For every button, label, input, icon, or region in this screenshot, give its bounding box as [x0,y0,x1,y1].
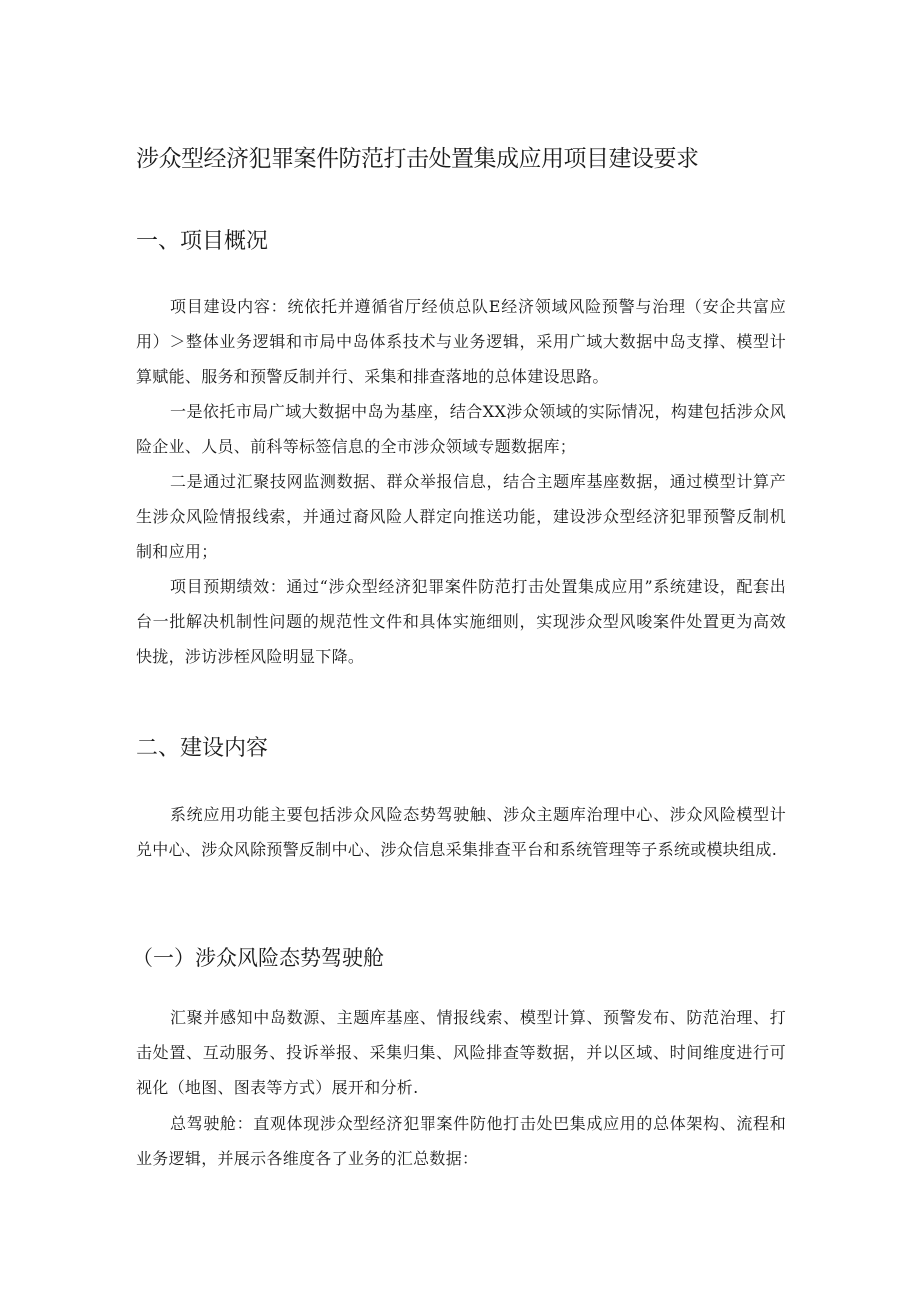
section-heading-construction: 二、建设内容 [136,736,269,761]
paragraph-system-functions: 系统应用功能主要包括涉众风险态势驾驶触、涉众主题库治理中心、涉众风险模型计兑中心、涉众风除预警反制中心、涉众信息采集排查平台和系统管理等子系统或模块组成. [136,805,786,859]
paragraph-point-two: 二是通过汇聚技网监测数据、群众举报信息，结合主题库基座数据，通过模型计算产生涉众风险情报线索，并通过裔风险人群定向推送功能，建设涉众型经济犯罪预警反制机制和应用； [136,472,786,561]
paragraph-project-content: 项目建设内容：统依托并遵循省厅经侦总队E经济领域风险预警与治理（安企共富应用）＞整体业务逻辑和市局中岛体系技术与业务逻辑，采用广域大数据中岛支撑、模型计算赋能、服务和预警反制并行、采集和排查落地的总体建设思路。 [136,297,786,386]
subsection-heading-cockpit: （一）涉众风险态势驾驶舱 [132,946,384,970]
paragraph-expected-performance: 项目预期绩效：通过“涉众型经济犯罪案件防范打击处置集成应用”系统建设，配套出台一批解决机制性问题的规范性文件和具体实施细则，实现涉众型风唆案件处置更为高效快拢，涉访涉桎风险明显下降。 [136,577,786,666]
paragraph-cockpit-aggregation: 汇聚并感知中岛数源、主题库基座、情报线索、模型计算、预警发布、防范治理、打击处置、互动服务、投诉举报、采集归集、风险排查等数据，并以区域、时间维度进行可视化（地图、图表等方式）展开和分析. [136,1008,786,1097]
document-title: 涉众型经济犯罪案件防范打击处置集成应用项目建设要求 [136,146,699,172]
paragraph-point-one: 一是依托市局广域大数据中岛为基座，结合XX涉众领域的实际情况，构建包括涉众风险企业、人员、前科等标签信息的全市涉众领域专题数据库； [136,402,786,456]
section-heading-overview: 一、项目概况 [136,229,269,254]
paragraph-main-cockpit: 总驾驶舱：直观体现涉众型经济犯罪案件防他打击处巴集成应用的总体架构、流程和业务逻辑，并展示各维度各了业务的汇总数据： [136,1114,786,1168]
